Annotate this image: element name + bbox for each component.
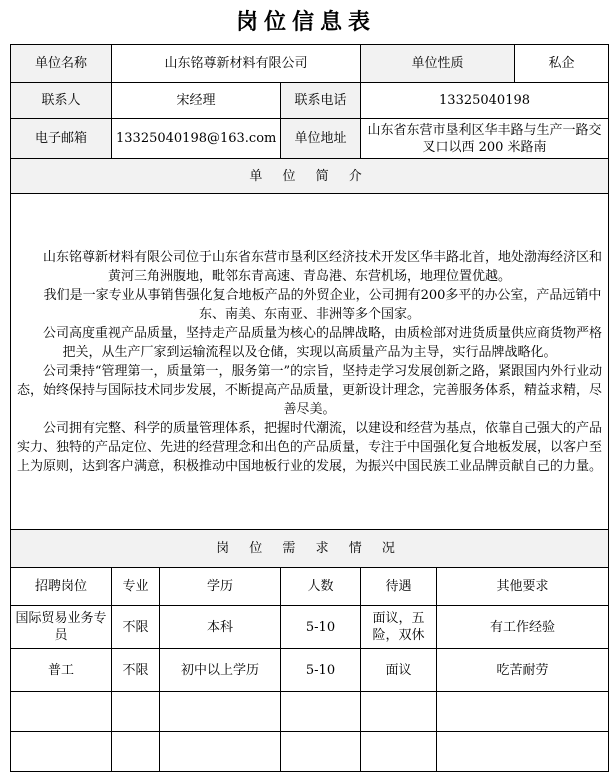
row-intro-heading	[11, 159, 609, 194]
address-label: 单位地址	[281, 119, 361, 159]
intro-paragraph: 山东铭尊新材料有限公司位于山东省东营市垦利区经济技术开发区华丰路北首，地处渤海经济区和黄河三角洲腹地，毗邻东青高速、青岛港、东营机场，地理位置优越。	[43, 249, 603, 284]
company-nature-value: 私企	[515, 45, 609, 83]
cell-major: 不限	[112, 649, 160, 692]
empty-cell	[437, 732, 609, 772]
phone-value: 13325040198	[361, 83, 609, 119]
empty-cell	[281, 732, 361, 772]
header-benefits: 待遇	[361, 568, 437, 606]
header-other: 其他要求	[437, 568, 609, 606]
header-major: 专业	[112, 568, 160, 606]
row-intro-body	[11, 194, 609, 530]
table-row-empty	[11, 692, 609, 732]
cell-benefits: 面议	[361, 649, 437, 692]
cell-benefits: 面议，五险，双休	[361, 606, 437, 649]
cell-education: 初中以上学历	[160, 649, 281, 692]
intro-paragraph: 公司高度重视产品质量，坚持走产品质量为核心的品牌战略，由质检部对进货质量供应商货物严格把关，从生产厂家到运输流程以及仓储，实现以高质量产品为主导，实行品牌战略化。	[43, 325, 603, 360]
cell-other: 吃苦耐劳	[437, 649, 609, 692]
cell-count: 5-10	[281, 649, 361, 692]
cell-education: 本科	[160, 606, 281, 649]
empty-cell	[361, 692, 437, 732]
intro-paragraph: 公司秉持“管理第一，质量第一，服务第一”的宗旨，坚持走学习发展创新之路，紧跟国内外行业动态，始终保持与国际技术同步发展，不断提高产品质量，更新设计理念，完善服务体系，精益求精，尽善尽美。	[17, 363, 603, 417]
page-title: 岗位信息表	[235, 9, 376, 35]
empty-cell	[361, 732, 437, 772]
intro-heading: 单 位 简 介	[11, 159, 609, 194]
company-nature-label: 单位性质	[361, 45, 515, 83]
header-count: 人数	[281, 568, 361, 606]
empty-cell	[11, 732, 112, 772]
email-label: 电子邮箱	[11, 119, 112, 159]
phone-label: 联系电话	[281, 83, 361, 119]
contact-value: 宋经理	[112, 83, 281, 119]
row-jobs-heading	[11, 530, 609, 568]
email-value: 13325040198@163.com	[112, 119, 281, 159]
intro-paragraph: 我们是一家专业从事销售强化复合地板产品的外贸企业，公司拥有200多平的办公室，产品远销中东、南美、东南亚、非洲等多个国家。	[43, 287, 602, 322]
jobs-heading: 岗 位 需 求 情 况	[11, 530, 609, 568]
table-row	[11, 649, 609, 692]
intro-paragraph: 公司拥有完整、科学的质量管理体系，把握时代潮流，以建设和经营为基点，依靠自己强大的产品实力、独特的产品定位、先进的经营理念和出色的产品质量，专注于中国强化复合地板发展，以客户至上为原则，达到客户满意，积极推动中国地板行业的发展，为振兴中国民族工业品牌贡献自己的力量。	[17, 420, 603, 474]
empty-cell	[281, 692, 361, 732]
cell-count: 5-10	[281, 606, 361, 649]
cell-major: 不限	[112, 606, 160, 649]
empty-cell	[437, 692, 609, 732]
empty-cell	[160, 692, 281, 732]
table-row-empty	[11, 732, 609, 772]
cell-position: 普工	[11, 649, 112, 692]
row-contact	[11, 83, 609, 119]
row-email-address	[11, 119, 609, 159]
empty-cell	[112, 732, 160, 772]
table-row	[11, 606, 609, 649]
empty-cell	[112, 692, 160, 732]
contact-label: 联系人	[11, 83, 112, 119]
cell-position: 国际贸易业务专员	[11, 606, 112, 649]
row-company-name	[11, 45, 609, 83]
header-position: 招聘岗位	[11, 568, 112, 606]
cell-other: 有工作经验	[437, 606, 609, 649]
header-education: 学历	[160, 568, 281, 606]
intro-body	[11, 194, 609, 530]
info-table	[10, 44, 609, 772]
jobs-header-row	[11, 568, 609, 606]
address-value: 山东省东营市垦利区华丰路与生产一路交叉口以西 200 米路南	[361, 119, 609, 159]
company-name-label: 单位名称	[11, 45, 112, 83]
company-name-value: 山东铭尊新材料有限公司	[112, 45, 361, 83]
empty-cell	[160, 732, 281, 772]
empty-cell	[11, 692, 112, 732]
